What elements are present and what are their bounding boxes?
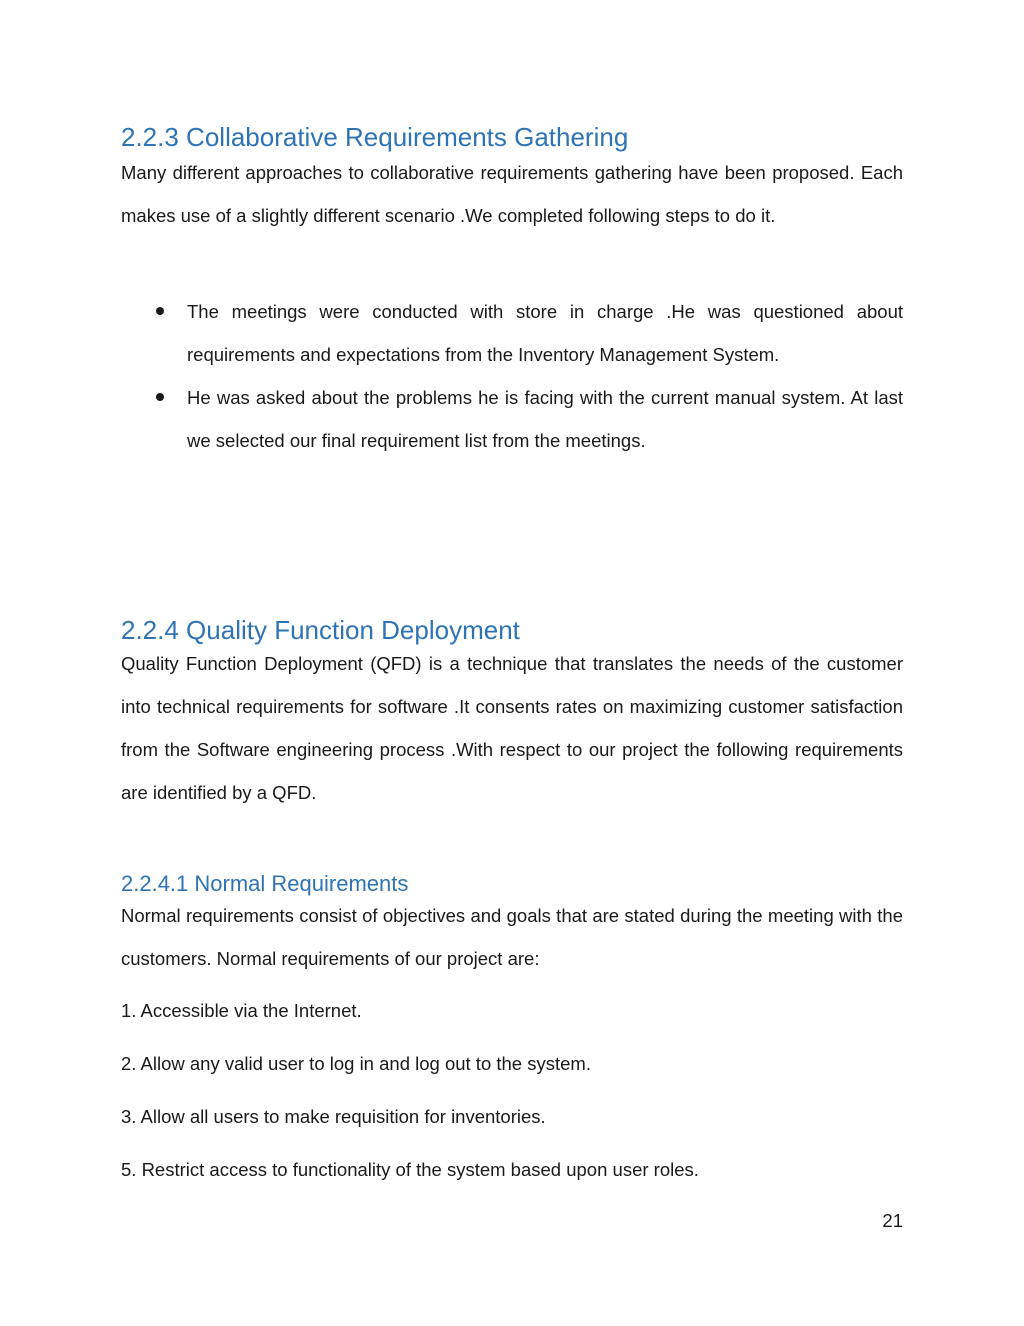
bullet-icon [156, 307, 164, 315]
document-page [121, 0, 903, 1326]
section-heading-qfd: 2.2.4 Quality Function Deployment [121, 615, 520, 645]
page-number: 21 [882, 1210, 903, 1231]
requirement-item: 5. Restrict access to functionality of the system based upon user roles. [121, 1159, 699, 1180]
bullet-icon [156, 393, 164, 401]
section-paragraph-qfd: Quality Function Deployment (QFD) is a technique that translates the needs of the customer into technical requirements for software .It consents rates on maximizing customer satisfaction from the Software engineering process .With respect to our project the following requirements are identified by a QFD. [121, 653, 903, 803]
subsection-heading-normal-requirements: 2.2.4.1 Normal Requirements [121, 871, 409, 896]
bullet-item [121, 290, 903, 376]
bullet-item [121, 376, 903, 462]
section-paragraph-normal-requirements: Normal requirements consist of objectives and goals that are stated during the meeting with the customers. Normal requirements of our project are: [121, 905, 903, 969]
bullet-text: The meetings were conducted with store in charge .He was questioned about requirements and expectations from the Inventory Management System. [187, 301, 903, 365]
section-heading-collaborative-requirements: 2.2.3 Collaborative Requirements Gathering [121, 122, 629, 152]
bullet-text: He was asked about the problems he is facing with the current manual system. At last we selected our final requirement list from the meetings. [187, 387, 903, 451]
requirement-item: 1. Accessible via the Internet. [121, 1000, 362, 1021]
bullet-list-collaborative [121, 290, 903, 462]
section-paragraph-collaborative: Many different approaches to collaborative requirements gathering have been proposed. Each makes use of a slightly different scenario .We completed following steps to do it. [121, 162, 903, 226]
requirement-item: 2. Allow any valid user to log in and log out to the system. [121, 1053, 591, 1074]
requirement-item: 3. Allow all users to make requisition for inventories. [121, 1106, 546, 1127]
